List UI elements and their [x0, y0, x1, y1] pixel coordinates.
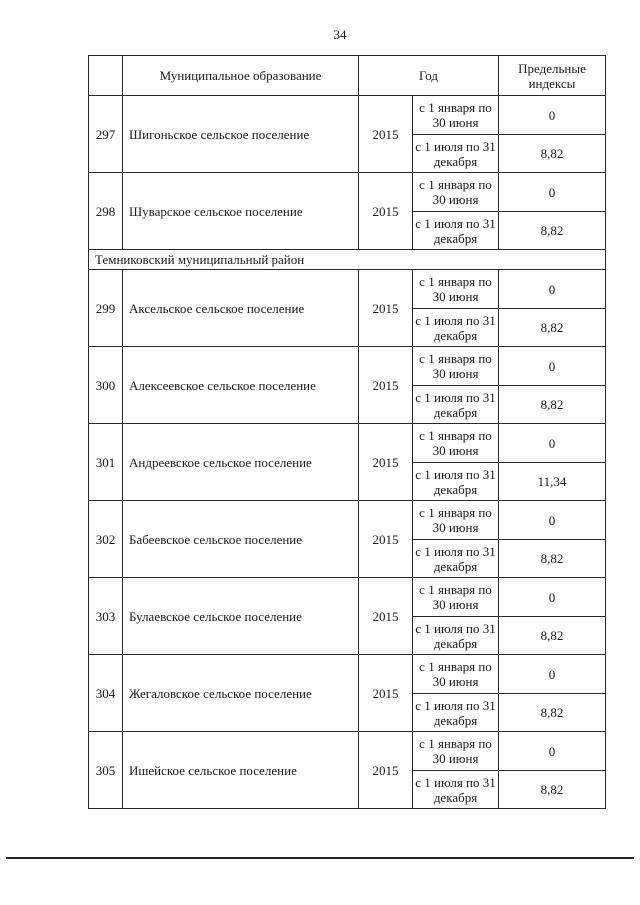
index-value: 0	[499, 578, 606, 617]
period-cell: с 1 июля по 31 декабря	[413, 771, 499, 809]
row-number: 304	[89, 655, 123, 732]
row-number: 302	[89, 501, 123, 578]
year-cell: 2015	[359, 578, 413, 655]
row-number: 297	[89, 96, 123, 173]
row-number: 300	[89, 347, 123, 424]
municipality-name: Ишейское сельское поселение	[123, 732, 359, 809]
row-number: 301	[89, 424, 123, 501]
row-number: 299	[89, 270, 123, 347]
period-cell: с 1 июля по 31 декабря	[413, 212, 499, 250]
table-row	[89, 96, 606, 135]
table-row	[89, 655, 606, 694]
period-cell: с 1 января по 30 июня	[413, 655, 499, 694]
index-value: 8,82	[499, 135, 606, 173]
indices-table	[88, 55, 606, 809]
page-number: 34	[333, 27, 347, 42]
period-cell: с 1 июля по 31 декабря	[413, 309, 499, 347]
index-value: 8,82	[499, 771, 606, 809]
period-cell: с 1 июля по 31 декабря	[413, 617, 499, 655]
section-title: Темниковский муниципальный район	[89, 250, 606, 270]
section-row	[89, 250, 606, 270]
year-cell: 2015	[359, 655, 413, 732]
row-number: 305	[89, 732, 123, 809]
table-row	[89, 347, 606, 386]
footer-line	[6, 857, 634, 859]
period-cell: с 1 июля по 31 декабря	[413, 386, 499, 424]
period-cell: с 1 января по 30 июня	[413, 270, 499, 309]
header-index: Предельные индексы	[499, 56, 606, 96]
municipality-name: Шигоньское сельское поселение	[123, 96, 359, 173]
index-value: 0	[499, 732, 606, 771]
period-cell: с 1 июля по 31 декабря	[413, 694, 499, 732]
period-cell: с 1 января по 30 июня	[413, 424, 499, 463]
year-cell: 2015	[359, 270, 413, 347]
period-cell: с 1 января по 30 июня	[413, 173, 499, 212]
municipality-name: Алексеевское сельское поселение	[123, 347, 359, 424]
period-cell: с 1 января по 30 июня	[413, 501, 499, 540]
index-value: 8,82	[499, 694, 606, 732]
index-value: 0	[499, 347, 606, 386]
period-cell: с 1 января по 30 июня	[413, 347, 499, 386]
table-row	[89, 424, 606, 463]
table-row	[89, 270, 606, 309]
period-cell: с 1 июля по 31 декабря	[413, 463, 499, 501]
municipality-name: Бабеевское сельское поселение	[123, 501, 359, 578]
municipality-name: Жегаловское сельское поселение	[123, 655, 359, 732]
table-body-before-section	[89, 96, 606, 250]
header-municipality: Муниципальное образование	[123, 56, 359, 96]
index-value: 0	[499, 424, 606, 463]
year-cell: 2015	[359, 173, 413, 250]
index-value: 0	[499, 96, 606, 135]
index-value: 11,34	[499, 463, 606, 501]
table-body-after-section	[89, 270, 606, 809]
municipality-name: Булаевское сельское поселение	[123, 578, 359, 655]
year-cell: 2015	[359, 424, 413, 501]
municipality-name: Аксельское сельское поселение	[123, 270, 359, 347]
index-value: 8,82	[499, 386, 606, 424]
index-value: 0	[499, 173, 606, 212]
year-cell: 2015	[359, 501, 413, 578]
header-number	[89, 56, 123, 96]
table-row	[89, 578, 606, 617]
table-row	[89, 501, 606, 540]
index-value: 8,82	[499, 309, 606, 347]
period-cell: с 1 января по 30 июня	[413, 732, 499, 771]
row-number: 303	[89, 578, 123, 655]
index-value: 8,82	[499, 540, 606, 578]
index-value: 0	[499, 655, 606, 694]
year-cell: 2015	[359, 347, 413, 424]
index-value: 0	[499, 501, 606, 540]
index-value: 8,82	[499, 617, 606, 655]
period-cell: с 1 января по 30 июня	[413, 578, 499, 617]
row-number: 298	[89, 173, 123, 250]
municipality-name: Шуварское сельское поселение	[123, 173, 359, 250]
table-header-row	[89, 56, 606, 96]
section-body	[89, 250, 606, 270]
index-value: 8,82	[499, 212, 606, 250]
header-year: Год	[359, 56, 499, 96]
table-row	[89, 732, 606, 771]
municipality-name: Андреевское сельское поселение	[123, 424, 359, 501]
year-cell: 2015	[359, 96, 413, 173]
year-cell: 2015	[359, 732, 413, 809]
period-cell: с 1 января по 30 июня	[413, 96, 499, 135]
period-cell: с 1 июля по 31 декабря	[413, 135, 499, 173]
index-value: 0	[499, 270, 606, 309]
period-cell: с 1 июля по 31 декабря	[413, 540, 499, 578]
table-row	[89, 173, 606, 212]
